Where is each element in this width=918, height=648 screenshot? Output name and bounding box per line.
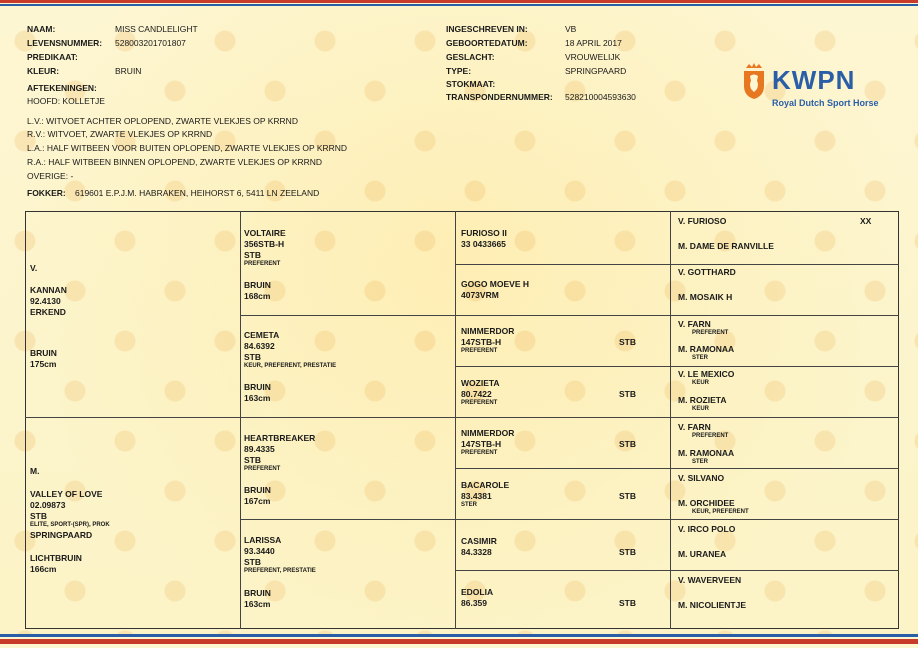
gen2-height: 168cm xyxy=(244,291,271,301)
gen4-name: M. ORCHIDEE xyxy=(678,498,735,508)
predikaat-label: PREDIKAAT: xyxy=(27,52,78,62)
gen2-predicates: PREFERENT xyxy=(244,261,281,267)
dam-name: VALLEY OF LOVE xyxy=(30,489,103,499)
sire-dam-divider xyxy=(25,417,899,418)
gen3-predicates: PREFERENT xyxy=(461,450,498,456)
fokker-label: FOKKER: xyxy=(27,188,66,198)
gen4-name: V. SILVANO xyxy=(678,473,725,483)
gen2-height: 167cm xyxy=(244,496,271,506)
gen4-sub: PREFERENT xyxy=(692,433,729,439)
ingeschreven-label: INGESCHREVEN IN: xyxy=(446,24,528,34)
naam-value: MISS CANDLELIGHT xyxy=(115,24,198,34)
gen3-studbook: STB xyxy=(619,337,636,347)
dam-height: 166cm xyxy=(30,564,57,574)
aftekeningen-label: AFTEKENINGEN: xyxy=(27,83,97,93)
gen4-sub: PREFERENT xyxy=(692,330,729,336)
sire-height: 175cm xyxy=(30,359,57,369)
gen3-studbook: STB xyxy=(619,491,636,501)
type-value: SPRINGPAARD xyxy=(565,66,627,76)
stokmaat-label: STOKMAAT: xyxy=(446,79,496,89)
sire-name: KANNAN xyxy=(30,285,67,295)
gen3-name: GOGO MOEVE H xyxy=(461,279,530,289)
gen4-name: V. FARN xyxy=(678,422,711,432)
dam-studbook: STB xyxy=(30,511,47,521)
rv-markings: R.V.: WITVOET, ZWARTE VLEKJES OP KRRND xyxy=(27,129,213,139)
gen2-number: 93.3440 xyxy=(244,546,275,556)
dam-number: 02.09873 xyxy=(30,500,66,510)
gen4-name: M. DAME DE RANVILLE xyxy=(678,241,774,251)
geboortedatum-value: 18 APRIL 2017 xyxy=(565,38,622,48)
gen3-divider-4 xyxy=(455,570,899,571)
ra-markings: R.A.: HALF WITBEEN BINNEN OPLOPEND, ZWARTE VLEKJES OP KRRND xyxy=(27,157,323,167)
gen4-sub: KEUR, PREFERENT xyxy=(692,509,749,515)
gen4-name: V. LE MEXICO xyxy=(678,369,735,379)
gen2-predicates: PREFERENT, PRESTATIE xyxy=(244,568,316,574)
transponder-label: TRANSPONDERNUMMER: xyxy=(446,92,553,102)
gen4-name: V. FARN xyxy=(678,319,711,329)
gen3-number: 86.359 xyxy=(461,598,487,608)
top-border xyxy=(0,0,918,6)
gen2-height: 163cm xyxy=(244,393,271,403)
sire-color: BRUIN xyxy=(30,348,57,358)
gen3-name: NIMMERDOR xyxy=(461,326,515,336)
gen2-divider-1 xyxy=(240,315,899,316)
gen2-height: 163cm xyxy=(244,599,271,609)
gen4-name: V. GOTTHARD xyxy=(678,267,736,277)
levensnummer-label: LEVENSNUMMER: xyxy=(27,38,103,48)
gen2-name: LARISSA xyxy=(244,535,282,545)
lv-markings: L.V.: WITVOET ACHTER OPLOPEND, ZWARTE VLEKJES OP KRRND xyxy=(27,116,298,126)
gen3-name: BACAROLE xyxy=(461,480,510,490)
geslacht-value: VROUWELIJK xyxy=(565,52,621,62)
geboortedatum-label: GEBOORTEDATUM: xyxy=(446,38,528,48)
gen3-predicates: PREFERENT xyxy=(461,400,498,406)
pedigree-table xyxy=(25,211,899,629)
gen4-name: M. RAMONAA xyxy=(678,344,735,354)
bottom-border xyxy=(0,634,918,648)
gen4-name: M. NICOLIENTJE xyxy=(678,600,747,610)
gen2-studbook: STB xyxy=(244,557,261,567)
gen4-sub: KEUR xyxy=(692,406,710,412)
gen3-studbook: STB xyxy=(619,389,636,399)
ingeschreven-value: VB xyxy=(565,24,577,34)
dam-predicates: ELITE, SPORT-(SPR), PROK xyxy=(30,522,110,528)
levensnummer-value: 528003201701807 xyxy=(115,38,186,48)
gen4-name: V. WAVERVEEN xyxy=(678,575,742,585)
type-label: TYPE: xyxy=(446,66,472,76)
gen3-divider-1 xyxy=(455,264,899,265)
gen3-number: 4073VRM xyxy=(461,290,499,300)
gen2-name: HEARTBREAKER xyxy=(244,433,316,443)
gen2-studbook: STB xyxy=(244,250,261,260)
overige-markings: OVERIGE: - xyxy=(27,171,74,181)
gen4-sub: STER xyxy=(692,459,709,465)
hoofd-markings: HOOFD: KOLLETJE xyxy=(27,96,105,106)
gen3-number: 84.3328 xyxy=(461,547,492,557)
gen2-name: VOLTAIRE xyxy=(244,228,286,238)
gen2-number: 84.6392 xyxy=(244,341,275,351)
gen3-divider-2 xyxy=(455,366,899,367)
gen2-name: CEMETA xyxy=(244,330,280,340)
sire-number: 92.4130 xyxy=(30,296,61,306)
col-divider-1 xyxy=(240,211,241,629)
gen3-number: 33 0433665 xyxy=(461,239,506,249)
gen2-number: 356STB-H xyxy=(244,239,285,249)
dam-prefix: M. xyxy=(30,466,40,476)
gen3-predicates: PREFERENT xyxy=(461,348,498,354)
gen4-name: V. FURIOSO xyxy=(678,216,727,226)
lion-crest-icon xyxy=(742,62,766,100)
gen4-sub: STER xyxy=(692,355,709,361)
la-markings: L.A.: HALF WITBEEN VOOR BUITEN OPLOPEND, ZWARTE VLEKJES OP KRRND xyxy=(27,143,348,153)
sire-prefix: V. xyxy=(30,263,38,273)
gen2-color: BRUIN xyxy=(244,382,271,392)
transponder-value: 528210004593630 xyxy=(565,92,636,102)
kleur-label: KLEUR: xyxy=(27,66,60,76)
gen3-studbook: STB xyxy=(619,598,636,608)
gen4-name: M. RAMONAA xyxy=(678,448,735,458)
gen4-name: M. URANEA xyxy=(678,549,727,559)
geslacht-label: GESLACHT: xyxy=(446,52,495,62)
gen3-name: NIMMERDOR xyxy=(461,428,515,438)
gen2-studbook: STB xyxy=(244,352,261,362)
gen3-name: FURIOSO II xyxy=(461,228,507,238)
gen4-name: V. IRCO POLO xyxy=(678,524,736,534)
dam-type: SPRINGPAARD xyxy=(30,530,93,540)
gen3-divider-3 xyxy=(455,468,899,469)
naam-label: NAAM: xyxy=(27,24,56,34)
col-divider-2 xyxy=(455,211,456,629)
gen4-sub: KEUR xyxy=(692,380,710,386)
gen3-number: 147STB-H xyxy=(461,337,502,347)
gen2-predicates: KEUR, PREFERENT, PRESTATIE xyxy=(244,363,337,369)
gen3-name: WOZIETA xyxy=(461,378,500,388)
kwpn-logo xyxy=(742,58,892,113)
gen3-name: EDOLIA xyxy=(461,587,494,597)
logo-wordmark: KWPN xyxy=(772,65,856,95)
gen3-predicates: STER xyxy=(461,502,478,508)
kleur-value: BRUIN xyxy=(115,66,142,76)
gen2-color: BRUIN xyxy=(244,588,271,598)
logo-subtitle: Royal Dutch Sport Horse xyxy=(772,98,879,108)
gen3-studbook: STB xyxy=(619,439,636,449)
gen3-number: 83.4381 xyxy=(461,491,492,501)
gen2-color: BRUIN xyxy=(244,280,271,290)
gen3-number: 147STB-H xyxy=(461,439,502,449)
gen3-studbook: STB xyxy=(619,547,636,557)
fokker-value: 619601 E.P.J.M. HABRAKEN, HEIHORST 6, 5411 LN ZEELAND xyxy=(75,188,320,198)
gen2-divider-2 xyxy=(240,519,899,520)
col-divider-3 xyxy=(670,211,671,629)
gen3-number: 80.7422 xyxy=(461,389,492,399)
gen3-name: CASIMIR xyxy=(461,536,497,546)
dam-color: LICHTBRUIN xyxy=(30,553,82,563)
gen2-predicates: PREFERENT xyxy=(244,466,281,472)
sire-status: ERKEND xyxy=(30,307,66,317)
gen2-studbook: STB xyxy=(244,455,261,465)
gen2-color: BRUIN xyxy=(244,485,271,495)
gen2-number: 89.4335 xyxy=(244,444,275,454)
gen4-name: M. MOSAIK H xyxy=(678,292,733,302)
gen4-name: M. ROZIETA xyxy=(678,395,727,405)
xx-mark: XX xyxy=(860,216,872,226)
